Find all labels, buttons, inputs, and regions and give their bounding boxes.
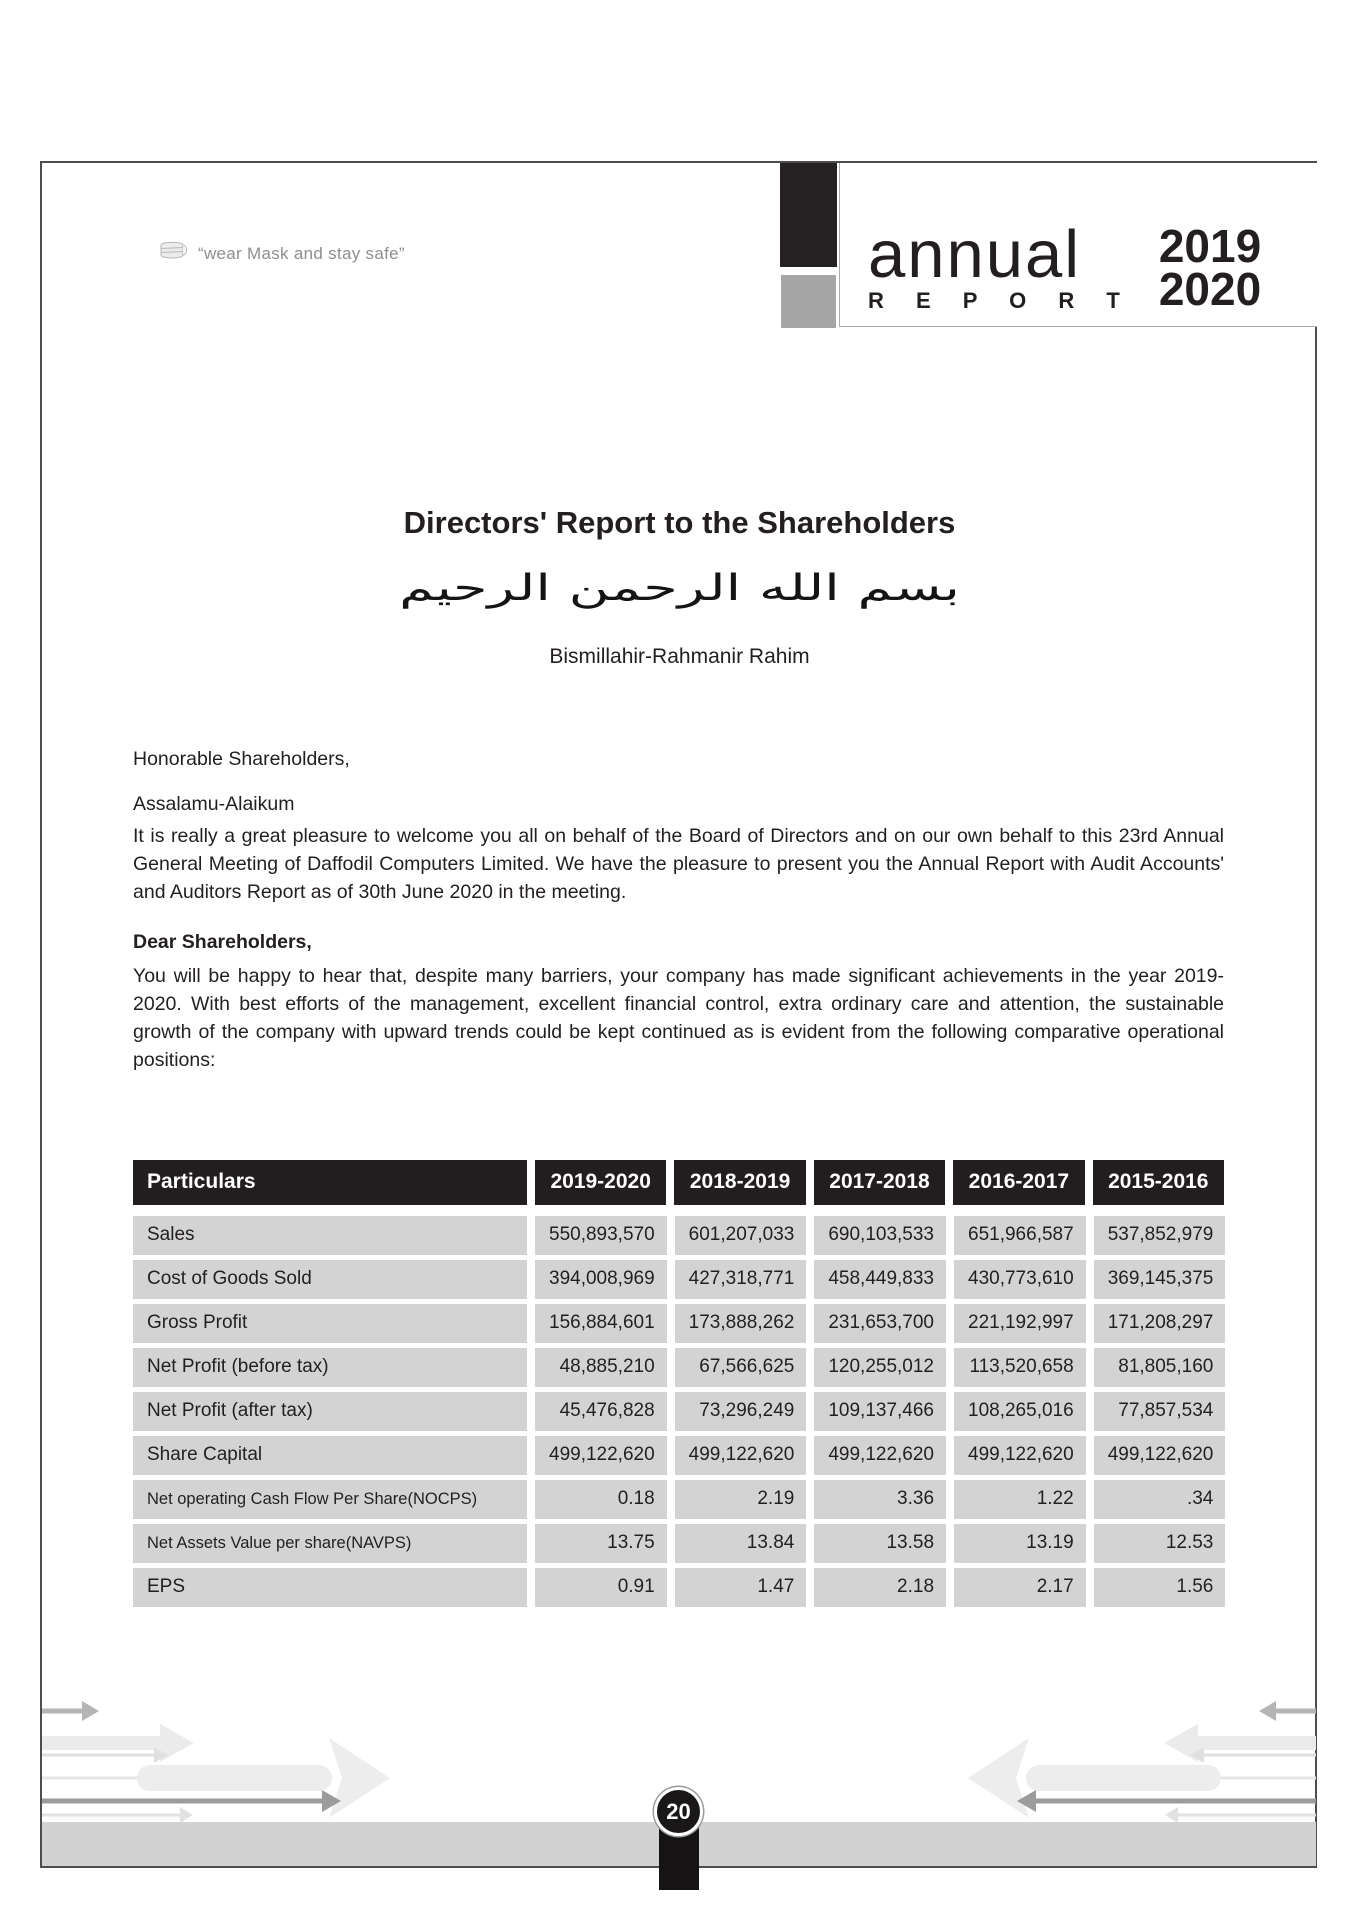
table-cell-value: 13.84 <box>675 1524 807 1563</box>
table-row-label: Net Profit (after tax) <box>133 1392 527 1431</box>
table-cell-value: 12.53 <box>1094 1524 1226 1563</box>
bismillah-transliteration: Bismillahir-Rahmanir Rahim <box>549 645 810 668</box>
table-cell-value: 499,122,620 <box>535 1436 667 1475</box>
logo-years <box>1158 220 1262 315</box>
table-cell-value: 1.22 <box>954 1480 1086 1519</box>
table-cell-value: 48,885,210 <box>535 1348 667 1387</box>
page-number: 20 <box>666 1798 691 1824</box>
page-title: Directors' Report to the Shareholders <box>403 505 956 540</box>
face-mask-icon <box>158 238 190 269</box>
subheading-dear-shareholders: Dear Shareholders, <box>133 931 312 953</box>
table-cell-value: 13.75 <box>535 1524 667 1563</box>
table-body <box>133 1216 1224 1607</box>
table-row-label: Net Profit (before tax) <box>133 1348 527 1387</box>
table-row-label: Net operating Cash Flow Per Share(NOCPS) <box>133 1480 527 1519</box>
table-cell-value: 108,265,016 <box>954 1392 1086 1431</box>
table-cell-value: 499,122,620 <box>814 1436 946 1475</box>
table-cell-value: 2.17 <box>954 1568 1086 1607</box>
table-cell-value: 690,103,533 <box>814 1216 946 1255</box>
table-cell-value: 499,122,620 <box>954 1436 1086 1475</box>
table-cell-value: 1.47 <box>675 1568 807 1607</box>
table-cell-value: 13.19 <box>954 1524 1086 1563</box>
paragraph-achievements: You will be happy to hear that, despite many barriers, your company has made significant achievements in the year 2019-2020. With best efforts of the management, excellent financial control, extra ordinary care and attention, the sustainable growth of the company with upward trends could be kept continued as is evident from the following comparative operational positions: <box>133 965 1224 1071</box>
table-cell-value: 537,852,979 <box>1094 1216 1226 1255</box>
table-cell-value: 173,888,262 <box>675 1304 807 1343</box>
table-header-year: 2016-2017 <box>953 1160 1084 1205</box>
table-cell-value: 0.91 <box>535 1568 667 1607</box>
table-cell-value: 45,476,828 <box>535 1392 667 1431</box>
table-header-row <box>133 1160 1224 1205</box>
table-cell-value: 67,566,625 <box>675 1348 807 1387</box>
logo-wordmark <box>868 217 1133 313</box>
logo-gray-block <box>781 275 836 328</box>
table-cell-value: 427,318,771 <box>675 1260 807 1299</box>
bismillah-calligraphy: بسم الله الرحمن الرحيم <box>399 568 960 609</box>
table-cell-value: 2.18 <box>814 1568 946 1607</box>
decorative-arrows-left <box>42 1693 462 1823</box>
mask-note <box>158 238 405 269</box>
table-cell-value: 13.58 <box>814 1524 946 1563</box>
table-cell-value: 0.18 <box>535 1480 667 1519</box>
table-cell-value: 156,884,601 <box>535 1304 667 1343</box>
logo-report-text: R E P O R T <box>868 288 1133 313</box>
table-row-label: Share Capital <box>133 1436 527 1475</box>
table-row-label: Cost of Goods Sold <box>133 1260 527 1299</box>
table-header-year: 2018-2019 <box>674 1160 805 1205</box>
table-cell-value: 77,857,534 <box>1094 1392 1226 1431</box>
table-cell-value: 109,137,466 <box>814 1392 946 1431</box>
page-number-badge <box>654 1787 703 1836</box>
table-row-label: Sales <box>133 1216 527 1255</box>
logo-year-bottom: 2020 <box>1158 262 1262 315</box>
table-row-label: EPS <box>133 1568 527 1607</box>
table-cell-value: 394,008,969 <box>535 1260 667 1299</box>
table-header-year: 2017-2018 <box>814 1160 945 1205</box>
financial-table <box>133 1160 1224 1607</box>
table-cell-value: 601,207,033 <box>675 1216 807 1255</box>
table-cell-value: 120,255,012 <box>814 1348 946 1387</box>
table-cell-value: 221,192,997 <box>954 1304 1086 1343</box>
table-cell-value: 1.56 <box>1094 1568 1226 1607</box>
table-cell-value: 651,966,587 <box>954 1216 1086 1255</box>
decorative-arrows-right <box>896 1693 1316 1823</box>
table-cell-value: 171,208,297 <box>1094 1304 1226 1343</box>
logo-year-top: 2019 <box>1158 220 1262 273</box>
table-cell-value: 73,296,249 <box>675 1392 807 1431</box>
table-cell-value: 499,122,620 <box>675 1436 807 1475</box>
table-cell-value: 499,122,620 <box>1094 1436 1226 1475</box>
logo-black-block <box>780 163 837 267</box>
table-header-year: 2015-2016 <box>1093 1160 1224 1205</box>
paragraph-intro: It is really a great pleasure to welcome you all on behalf of the Board of Directors and on our own behalf to this 23rd Annual General Meeting of Daffodil Computers Limited. We have the pleasure to present you the Annual Report with Audit Accounts' and Auditors Report as of 30th June 2020 in the meeting. <box>133 825 1224 903</box>
table-header-year: 2019-2020 <box>535 1160 666 1205</box>
table-cell-value: .34 <box>1094 1480 1226 1519</box>
mask-note-text: “wear Mask and stay safe” <box>198 243 405 263</box>
table-cell-value: 550,893,570 <box>535 1216 667 1255</box>
table-cell-value: 458,449,833 <box>814 1260 946 1299</box>
table-cell-value: 2.19 <box>675 1480 807 1519</box>
table-cell-value: 369,145,375 <box>1094 1260 1226 1299</box>
table-cell-value: 113,520,658 <box>954 1348 1086 1387</box>
table-cell-value: 231,653,700 <box>814 1304 946 1343</box>
table-row-label: Gross Profit <box>133 1304 527 1343</box>
table-cell-value: 81,805,160 <box>1094 1348 1226 1387</box>
salutation-line-1: Honorable Shareholders, <box>133 748 350 770</box>
table-cell-value: 430,773,610 <box>954 1260 1086 1299</box>
table-cell-value: 3.36 <box>814 1480 946 1519</box>
salutation-line-2: Assalamu-Alaikum <box>133 793 295 815</box>
table-header-particulars: Particulars <box>133 1160 527 1205</box>
table-row-label: Net Assets Value per share(NAVPS) <box>133 1524 527 1563</box>
annual-report-logo <box>839 163 1317 327</box>
logo-annual-text: annual <box>868 217 1082 292</box>
